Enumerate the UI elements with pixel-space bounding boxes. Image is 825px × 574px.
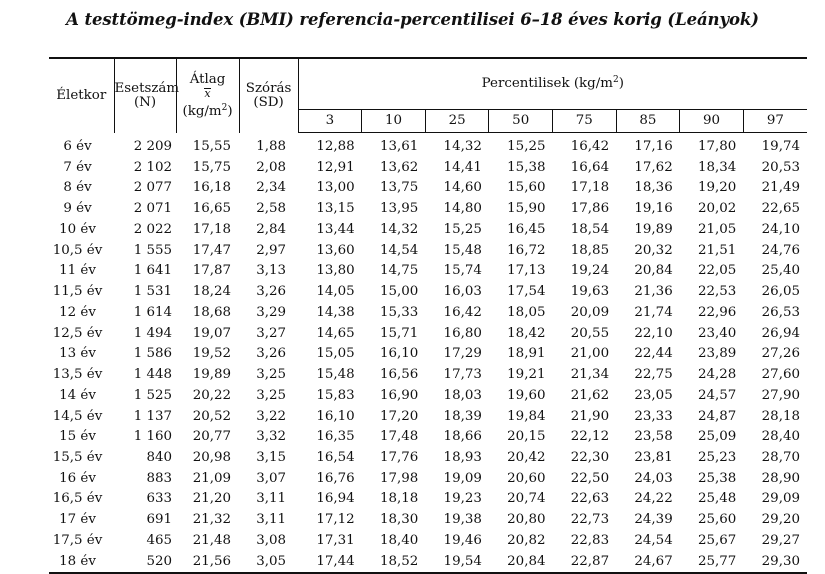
table-row xyxy=(49,489,807,510)
age-cell: 13 év xyxy=(59,346,96,362)
table-title: A testtömeg-index (BMI) referencia-percentilisei 6–18 éves korig (Leányok) xyxy=(66,10,759,29)
percentile-cell: 21,49 xyxy=(761,180,800,196)
percentile-cell: 17,31 xyxy=(316,532,355,548)
percentile-cell: 14,05 xyxy=(316,284,355,300)
percentile-cell: 21,74 xyxy=(634,304,673,320)
percentile-cell: 22,30 xyxy=(570,450,610,466)
percentile-cell: 19,89 xyxy=(634,221,673,237)
percentile-cell: 13,00 xyxy=(316,180,355,196)
cases-cell: 2 209 xyxy=(133,138,173,154)
sd-cell: 3,11 xyxy=(256,512,287,528)
table-row xyxy=(49,427,807,448)
age-cell: 12 év xyxy=(59,304,96,320)
mean-cell: 17,47 xyxy=(192,242,232,258)
percentile-cell: 20,55 xyxy=(570,325,610,341)
percentile-cell: 23,81 xyxy=(634,450,673,466)
sd-cell: 3,11 xyxy=(256,491,287,507)
percentile-header: 50 xyxy=(489,110,553,133)
percentile-cell: 13,80 xyxy=(316,263,355,279)
percentile-cell: 22,83 xyxy=(570,532,610,548)
mean-cell: 21,32 xyxy=(192,512,232,528)
percentile-cell: 16,42 xyxy=(443,304,482,320)
percentile-cell: 22,53 xyxy=(697,284,737,300)
percentile-cell: 13,75 xyxy=(379,180,419,196)
percentile-cell: 23,05 xyxy=(634,387,673,403)
percentile-cell: 20,82 xyxy=(507,532,546,548)
percentile-cell: 18,03 xyxy=(443,387,482,403)
percentile-cell: 20,15 xyxy=(507,429,546,445)
percentile-cell: 16,80 xyxy=(443,325,482,341)
percentile-cell: 20,42 xyxy=(507,450,546,466)
age-cell: 17 év xyxy=(59,512,96,528)
mean-cell: 20,98 xyxy=(192,450,232,466)
table-row xyxy=(49,552,807,574)
percentile-cell: 19,46 xyxy=(443,532,482,548)
table-row xyxy=(49,282,807,303)
age-cell: 7 év xyxy=(63,159,92,175)
sd-cell: 3,08 xyxy=(256,532,287,548)
percentile-cell: 18,85 xyxy=(570,242,610,258)
header-row xyxy=(49,58,807,110)
age-cell: 15 év xyxy=(59,429,96,445)
percentile-cell: 22,50 xyxy=(570,470,610,486)
mean-symbol: x xyxy=(204,86,211,100)
percentile-cell: 19,63 xyxy=(570,284,610,300)
percentile-cell: 19,16 xyxy=(634,201,673,217)
cases-cell: 1 586 xyxy=(133,346,173,362)
sd-cell: 3,29 xyxy=(256,304,287,320)
percentile-cell: 21,62 xyxy=(570,387,610,403)
table-row xyxy=(49,133,807,158)
percentile-cell: 21,34 xyxy=(570,367,610,383)
percentile-cell: 24,87 xyxy=(697,408,737,424)
percentile-cell: 17,12 xyxy=(316,512,355,528)
percentile-cell: 24,03 xyxy=(634,470,673,486)
cases-cell: 633 xyxy=(146,491,173,507)
table-row xyxy=(49,469,807,490)
percentile-cell: 22,73 xyxy=(570,512,610,528)
percentile-cell: 18,91 xyxy=(507,346,546,362)
mean-cell: 21,48 xyxy=(192,532,232,548)
age-cell: 18 év xyxy=(49,552,114,574)
percentile-cell: 17,73 xyxy=(443,367,482,383)
percentile-cell: 15,60 xyxy=(507,180,546,196)
mean-cell: 20,52 xyxy=(192,408,232,424)
percentile-cell: 20,53 xyxy=(761,159,800,175)
percentile-cell: 20,80 xyxy=(507,512,546,528)
table-row xyxy=(49,448,807,469)
percentile-cell: 15,48 xyxy=(443,242,482,258)
percentile-cell: 13,61 xyxy=(379,139,419,154)
mean-cell: 19,89 xyxy=(192,367,232,383)
percentile-cell: 15,71 xyxy=(379,325,419,341)
cases-cell: 2 077 xyxy=(133,180,173,196)
percentile-cell: 22,96 xyxy=(697,304,737,320)
age-cell: 14 év xyxy=(59,387,96,403)
age-cell: 10,5 év xyxy=(52,242,103,258)
percentile-cell: 26,05 xyxy=(761,284,800,300)
percentile-cell: 17,76 xyxy=(379,450,419,466)
percentile-cell: 24,57 xyxy=(697,387,737,403)
percentile-cell: 20,02 xyxy=(697,201,737,217)
percentile-cell: 17,13 xyxy=(507,263,546,279)
percentile-cell: 12,88 xyxy=(316,139,355,154)
percentile-cell: 18,93 xyxy=(443,450,482,466)
sd-cell: 1,88 xyxy=(256,138,287,154)
cases-cell: 1 160 xyxy=(133,429,173,445)
sd-cell: 2,08 xyxy=(256,159,287,175)
percentile-cell: 12,91 xyxy=(316,159,355,175)
mean-cell: 21,09 xyxy=(192,470,232,486)
percentile-cell: 17,20 xyxy=(379,408,419,424)
table-row xyxy=(49,386,807,407)
percentile-cell: 17,16 xyxy=(634,139,673,154)
percentile-cell: 29,27 xyxy=(761,532,800,548)
cases-cell: 1 614 xyxy=(133,304,173,320)
sd-cell: 3,22 xyxy=(256,408,287,424)
percentile-cell: 17,80 xyxy=(697,139,737,154)
age-cell: 17,5 év xyxy=(52,532,103,548)
table-row xyxy=(49,241,807,262)
table-row xyxy=(49,158,807,179)
sd-cell: 3,07 xyxy=(256,470,287,486)
percentile-cell: 22,75 xyxy=(634,367,673,383)
percentile-cell: 27,90 xyxy=(761,387,800,403)
percentile-cell: 28,40 xyxy=(761,429,800,445)
age-cell: 8 év xyxy=(63,180,92,196)
percentile-cell: 14,32 xyxy=(379,221,419,237)
age-cell: 16,5 év xyxy=(52,491,103,507)
percentile-cell: 14,41 xyxy=(443,159,482,175)
age-cell: 12,5 év xyxy=(52,325,103,341)
cases-cell: 2 022 xyxy=(133,221,173,237)
cases-cell: 691 xyxy=(146,512,173,528)
percentile-cell: 13,95 xyxy=(379,201,419,217)
percentile-cell: 29,20 xyxy=(761,512,800,528)
percentile-header: 10 xyxy=(362,110,426,133)
percentile-cell: 17,86 xyxy=(570,201,610,217)
percentile-cell: 14,54 xyxy=(379,242,419,258)
percentile-cell: 17,62 xyxy=(634,159,673,175)
percentile-cell: 28,70 xyxy=(761,450,800,466)
percentile-cell: 18,40 xyxy=(379,532,419,548)
table-row xyxy=(49,261,807,282)
percentile-cell: 15,25 xyxy=(443,221,482,237)
mean-cell: 20,22 xyxy=(192,387,232,403)
mean-cell: 18,68 xyxy=(192,304,232,320)
percentile-cell: 25,09 xyxy=(697,429,737,445)
percentile-cell: 23,89 xyxy=(697,346,737,362)
percentile-cell: 16,94 xyxy=(316,491,355,507)
percentile-cell: 13,60 xyxy=(316,242,355,258)
percentile-cell: 18,66 xyxy=(443,429,482,445)
percentile-cell: 24,22 xyxy=(634,491,673,507)
cases-cell: 1 494 xyxy=(133,325,173,341)
percentile-cell: 27,26 xyxy=(761,346,800,362)
mean-cell: 16,65 xyxy=(192,201,232,217)
sd-cell: 3,26 xyxy=(256,284,287,300)
percentile-cell: 18,05 xyxy=(507,304,546,320)
table-row xyxy=(49,178,807,199)
percentile-cell: 15,90 xyxy=(507,201,546,217)
mean-cell: 16,18 xyxy=(192,180,232,196)
percentile-header: 25 xyxy=(425,110,489,133)
percentile-cell: 20,84 xyxy=(634,263,673,279)
percentile-cell: 22,44 xyxy=(634,346,673,362)
percentile-cell: 23,40 xyxy=(697,325,737,341)
sd-cell: 3,25 xyxy=(256,367,287,383)
percentile-cell: 16,90 xyxy=(379,387,419,403)
header-percentiles: Percentilisek $(kg/m^2)$ xyxy=(298,58,807,110)
age-cell: 6 év xyxy=(63,138,92,154)
percentile-cell: 15,25 xyxy=(507,139,546,154)
percentile-cell: 14,75 xyxy=(379,263,419,279)
percentile-cell: 25,77 xyxy=(680,552,744,574)
percentile-cell: 18,42 xyxy=(507,325,546,341)
percentile-cell: 23,33 xyxy=(634,408,673,424)
mean-cell: 17,87 xyxy=(192,263,232,279)
percentile-cell: 19,54 xyxy=(425,552,489,574)
age-cell: 14,5 év xyxy=(52,408,103,424)
percentile-cell: 27,60 xyxy=(761,367,800,383)
sd-cell: 3,05 xyxy=(239,552,298,574)
table-row xyxy=(49,344,807,365)
percentile-cell: 16,42 xyxy=(570,139,610,154)
percentile-cell: 18,52 xyxy=(362,552,426,574)
percentile-cell: 15,33 xyxy=(379,304,419,320)
percentile-cell: 22,10 xyxy=(634,325,673,341)
table-row xyxy=(49,510,807,531)
sd-cell: 3,26 xyxy=(256,346,287,362)
sd-cell: 3,32 xyxy=(256,429,287,445)
mean-cell: 15,55 xyxy=(192,138,232,154)
sd-cell: 2,97 xyxy=(256,242,287,258)
table-row xyxy=(49,303,807,324)
percentile-cell: 18,36 xyxy=(634,180,673,196)
header-sd: Szórás (SD) xyxy=(239,58,298,133)
percentile-cell: 21,05 xyxy=(697,221,737,237)
percentile-cell: 15,48 xyxy=(316,367,355,383)
cases-cell: 2 102 xyxy=(133,159,173,175)
percentile-cell: 16,64 xyxy=(570,159,610,175)
percentile-cell: 24,28 xyxy=(697,367,737,383)
percentile-cell: 16,45 xyxy=(507,221,546,237)
percentile-cell: 23,58 xyxy=(634,429,673,445)
table-row xyxy=(49,199,807,220)
percentile-cell: 18,18 xyxy=(379,491,419,507)
percentile-cell: 16,03 xyxy=(443,284,482,300)
percentile-cell: 19,38 xyxy=(443,512,482,528)
percentile-cell: 14,65 xyxy=(316,325,355,341)
percentile-cell: 15,83 xyxy=(316,387,355,403)
percentile-cell: 19,21 xyxy=(507,367,546,383)
percentile-cell: 16,76 xyxy=(316,470,355,486)
percentile-cell: 19,24 xyxy=(570,263,610,279)
percentile-cell: 25,38 xyxy=(697,470,737,486)
percentile-cell: 19,20 xyxy=(697,180,737,196)
cases-cell: 840 xyxy=(146,450,173,466)
mean-cell: 19,52 xyxy=(192,346,232,362)
percentile-cell: 17,48 xyxy=(379,429,419,445)
percentile-cell: 20,84 xyxy=(489,552,553,574)
cases-cell: 1 448 xyxy=(133,367,173,383)
age-cell: 11 év xyxy=(59,263,96,279)
percentile-cell: 14,60 xyxy=(443,180,482,196)
cases-cell: 1 137 xyxy=(133,408,173,424)
sd-cell: 3,13 xyxy=(256,263,287,279)
percentile-cell: 25,40 xyxy=(761,263,800,279)
percentile-cell: 18,39 xyxy=(443,408,482,424)
age-cell: 15,5 év xyxy=(52,450,103,466)
percentile-cell: 17,29 xyxy=(443,346,482,362)
percentile-header: 90 xyxy=(680,110,744,133)
cases-cell: 1 525 xyxy=(133,387,173,403)
cases-cell: 2 071 xyxy=(133,201,173,217)
percentile-header: 85 xyxy=(616,110,680,133)
percentile-cell: 21,00 xyxy=(570,346,610,362)
cases-cell: 1 641 xyxy=(133,263,173,279)
percentile-cell: 22,12 xyxy=(570,429,610,445)
table-row xyxy=(49,365,807,386)
percentile-header: 97 xyxy=(743,110,807,133)
percentile-cell: 15,74 xyxy=(443,263,482,279)
sd-cell: 3,25 xyxy=(256,387,287,403)
percentile-cell: 20,60 xyxy=(507,470,546,486)
percentile-cell: 16,56 xyxy=(379,367,419,383)
percentile-cell: 22,05 xyxy=(697,263,737,279)
percentile-cell: 28,18 xyxy=(761,408,800,424)
age-cell: 11,5 év xyxy=(52,284,103,300)
table-row xyxy=(49,531,807,552)
percentile-cell: 17,54 xyxy=(507,284,546,300)
percentile-cell: 29,30 xyxy=(743,552,807,574)
percentile-cell: 25,23 xyxy=(697,450,737,466)
mean-cell: 19,07 xyxy=(192,325,232,341)
percentile-cell: 13,62 xyxy=(379,159,419,175)
age-cell: 9 év xyxy=(63,201,92,217)
mean-cell: 21,56 xyxy=(176,552,239,574)
header-cases: Esetszám (N) xyxy=(114,58,176,133)
table-row xyxy=(49,220,807,241)
percentile-cell: 17,18 xyxy=(570,180,610,196)
percentile-cell: 29,09 xyxy=(761,491,800,507)
cases-cell: 1 531 xyxy=(133,284,173,300)
cases-cell: 883 xyxy=(146,470,173,486)
sd-cell: 3,27 xyxy=(256,325,287,341)
percentile-cell: 17,98 xyxy=(379,470,419,486)
percentile-cell: 19,09 xyxy=(443,470,482,486)
mean-cell: 15,75 xyxy=(192,159,232,175)
header-mean: Átlag x $(kg/m^2)$ xyxy=(176,58,239,133)
percentile-cell: 14,38 xyxy=(316,304,355,320)
percentile-cell: 20,09 xyxy=(570,304,610,320)
percentile-header: 75 xyxy=(553,110,617,133)
percentile-cell: 13,15 xyxy=(316,201,355,217)
percentile-cell: 16,10 xyxy=(316,408,355,424)
percentile-cell: 19,84 xyxy=(507,408,546,424)
percentile-cell: 20,32 xyxy=(634,242,673,258)
header-age: Életkor xyxy=(49,58,114,133)
percentile-cell: 15,00 xyxy=(379,284,419,300)
percentile-cell: 24,10 xyxy=(761,221,800,237)
age-cell: 10 év xyxy=(59,221,96,237)
percentile-cell: 16,35 xyxy=(316,429,355,445)
percentile-cell: 14,32 xyxy=(443,139,482,154)
percentile-cell: 22,63 xyxy=(570,491,610,507)
percentile-cell: 19,60 xyxy=(507,387,546,403)
percentile-cell: 22,65 xyxy=(761,201,800,217)
percentile-cell: 17,44 xyxy=(298,552,362,574)
percentile-cell: 18,54 xyxy=(570,221,610,237)
percentile-cell: 16,72 xyxy=(507,242,546,258)
table-row xyxy=(49,324,807,345)
percentile-cell: 24,76 xyxy=(761,242,800,258)
percentile-cell: 21,36 xyxy=(634,284,673,300)
mean-cell: 18,24 xyxy=(192,284,232,300)
percentile-header: 3 xyxy=(298,110,362,133)
percentile-cell: 24,67 xyxy=(616,552,680,574)
percentile-cell: 20,74 xyxy=(507,491,546,507)
percentile-cell: 22,87 xyxy=(553,552,617,574)
percentile-cell: 28,90 xyxy=(761,470,800,486)
sd-cell: 2,84 xyxy=(256,221,287,237)
percentile-cell: 21,51 xyxy=(697,242,737,258)
age-cell: 13,5 év xyxy=(52,367,103,383)
sd-cell: 2,34 xyxy=(256,180,287,196)
mean-cell: 17,18 xyxy=(192,221,232,237)
bmi-percentile-table xyxy=(49,57,807,574)
percentile-cell: 16,10 xyxy=(379,346,419,362)
percentile-cell: 25,48 xyxy=(697,491,737,507)
mean-cell: 20,77 xyxy=(192,429,232,445)
percentile-cell: 18,34 xyxy=(697,159,737,175)
percentile-cell: 21,90 xyxy=(570,408,610,424)
percentile-cell: 26,94 xyxy=(761,325,800,341)
mean-cell: 21,20 xyxy=(192,491,232,507)
table-row xyxy=(49,407,807,428)
percentile-cell: 19,23 xyxy=(443,491,482,507)
sd-cell: 3,15 xyxy=(256,450,287,466)
percentile-cell: 16,54 xyxy=(316,450,355,466)
percentile-cell: 13,44 xyxy=(316,221,355,237)
percentile-cell: 24,39 xyxy=(634,512,673,528)
percentile-cell: 14,80 xyxy=(443,201,482,217)
table-body xyxy=(49,133,807,574)
cases-cell: 520 xyxy=(114,552,176,574)
percentile-cell: 25,67 xyxy=(697,532,737,548)
percentile-cell: 24,54 xyxy=(634,532,673,548)
age-cell: 16 év xyxy=(59,470,96,486)
percentile-cell: 26,53 xyxy=(761,304,800,320)
percentile-cell: 15,05 xyxy=(316,346,355,362)
cases-cell: 465 xyxy=(146,532,173,548)
percentile-cell: 19,74 xyxy=(761,139,800,154)
cases-cell: 1 555 xyxy=(133,242,173,258)
sd-cell: 2,58 xyxy=(256,201,287,217)
percentile-cell: 25,60 xyxy=(697,512,737,528)
percentile-cell: 15,38 xyxy=(507,159,546,175)
percentile-cell: 18,30 xyxy=(379,512,419,528)
